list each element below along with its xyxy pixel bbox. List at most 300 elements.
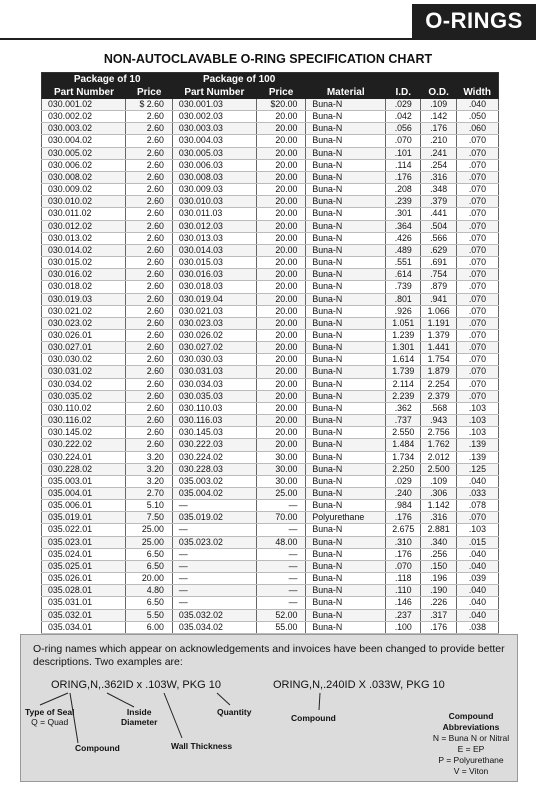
cell-price-100: 20.00: [256, 305, 306, 317]
table-row: [42, 135, 499, 147]
cell-price: 2.60: [126, 196, 172, 208]
cell-od: .317: [421, 609, 456, 621]
cell-part-number: 030.026.01: [42, 329, 126, 341]
cell-od: .566: [421, 232, 456, 244]
cell-part-number-100: 030.005.03: [172, 147, 256, 159]
cell-price-100: 25.00: [256, 488, 306, 500]
cell-part-number-100: 030.224.02: [172, 451, 256, 463]
cell-id: 1.614: [386, 354, 421, 366]
cell-width: .040: [456, 609, 498, 621]
cell-material: Buna-N: [306, 621, 386, 633]
cell-price-100: 20.00: [256, 329, 306, 341]
cell-part-number-100: —: [172, 585, 256, 597]
cell-id: .426: [386, 232, 421, 244]
cell-width: .139: [456, 451, 498, 463]
cell-width: .015: [456, 536, 498, 548]
cell-material: Buna-N: [306, 366, 386, 378]
cell-price-100: 20.00: [256, 390, 306, 402]
cell-material: Buna-N: [306, 390, 386, 402]
cell-id: 1.739: [386, 366, 421, 378]
cell-price-100: 20.00: [256, 354, 306, 366]
cell-price-100: 20.00: [256, 196, 306, 208]
col-od: O.D.: [421, 86, 456, 99]
cell-price: 20.00: [126, 573, 172, 585]
cell-part-number: 030.019.03: [42, 293, 126, 305]
cell-id: 2.550: [386, 427, 421, 439]
cell-id: .240: [386, 488, 421, 500]
cell-material: Buna-N: [306, 329, 386, 341]
cell-part-number: 035.022.01: [42, 524, 126, 536]
cell-id: 1.239: [386, 329, 421, 341]
cell-price: 3.20: [126, 451, 172, 463]
cell-id: 1.734: [386, 451, 421, 463]
group-header-pkg10: Package of 10: [42, 73, 173, 87]
cell-price-100: 55.00: [256, 621, 306, 633]
cell-id: .042: [386, 111, 421, 123]
cell-id: .100: [386, 621, 421, 633]
table-row: [42, 269, 499, 281]
cell-part-number-100: 030.145.03: [172, 427, 256, 439]
cell-price: 2.60: [126, 342, 172, 354]
table-row: [42, 123, 499, 135]
cell-od: 2.254: [421, 378, 456, 390]
table-row: [42, 402, 499, 414]
cell-part-number-100: 035.032.02: [172, 609, 256, 621]
cell-price-100: 70.00: [256, 512, 306, 524]
cell-od: .379: [421, 196, 456, 208]
cell-price: 2.60: [126, 378, 172, 390]
cell-width: .040: [456, 585, 498, 597]
table-row: [42, 488, 499, 500]
cell-width: .070: [456, 281, 498, 293]
cell-price: 2.60: [126, 293, 172, 305]
cell-part-number-100: 030.110.03: [172, 402, 256, 414]
cell-price-100: —: [256, 597, 306, 609]
cell-price: $ 2.60: [126, 99, 172, 111]
cell-od: .254: [421, 159, 456, 171]
cell-material: Buna-N: [306, 609, 386, 621]
cell-price: 2.60: [126, 257, 172, 269]
cell-width: .070: [456, 135, 498, 147]
cell-part-number-100: 030.012.03: [172, 220, 256, 232]
cell-id: .056: [386, 123, 421, 135]
table-row: [42, 427, 499, 439]
label-quad-text: Q = Quad: [31, 717, 69, 727]
cell-width: .070: [456, 208, 498, 220]
table-row: [42, 378, 499, 390]
cell-part-number: 030.145.02: [42, 427, 126, 439]
col-id: I.D.: [386, 86, 421, 99]
note-text: O-ring names which appear on acknowledgements and invoices have been changed to provide better descriptions. Two examples are:: [33, 643, 505, 668]
group-header-blank2: [386, 73, 421, 87]
cell-part-number: 030.021.02: [42, 305, 126, 317]
cell-od: .176: [421, 621, 456, 633]
cell-id: 2.239: [386, 390, 421, 402]
cell-od: 1.379: [421, 329, 456, 341]
cell-width: .070: [456, 305, 498, 317]
cell-part-number-100: —: [172, 524, 256, 536]
cell-price-100: —: [256, 585, 306, 597]
table-row: [42, 512, 499, 524]
cell-material: Buna-N: [306, 402, 386, 414]
cell-width: .070: [456, 390, 498, 402]
abbr-item: V = Viton: [453, 766, 489, 776]
cell-price-100: $20.00: [256, 99, 306, 111]
cell-part-number-100: 030.001.03: [172, 99, 256, 111]
cell-part-number: 030.005.02: [42, 147, 126, 159]
cell-price: 2.60: [126, 123, 172, 135]
cell-part-number-100: 030.035.03: [172, 390, 256, 402]
cell-od: 2.379: [421, 390, 456, 402]
cell-width: .103: [456, 402, 498, 414]
cell-id: 1.301: [386, 342, 421, 354]
table-row: [42, 220, 499, 232]
cell-id: .984: [386, 500, 421, 512]
cell-od: .316: [421, 512, 456, 524]
cell-part-number: 030.006.02: [42, 159, 126, 171]
cell-price-100: 20.00: [256, 244, 306, 256]
cell-price: 6.50: [126, 597, 172, 609]
label-compound: Compound: [75, 743, 120, 753]
abbr-item: P = Polyurethane: [438, 755, 504, 765]
table-row: [42, 451, 499, 463]
cell-material: Buna-N: [306, 208, 386, 220]
cell-part-number-100: 030.222.03: [172, 439, 256, 451]
cell-od: .340: [421, 536, 456, 548]
header-row-columns: [42, 86, 499, 99]
cell-width: .040: [456, 548, 498, 560]
cell-price: 2.60: [126, 208, 172, 220]
table-row: [42, 99, 499, 111]
cell-material: Buna-N: [306, 305, 386, 317]
cell-id: .614: [386, 269, 421, 281]
cell-width: .070: [456, 293, 498, 305]
cell-width: .070: [456, 147, 498, 159]
abbr-heading: Compound Abbreviations: [442, 711, 500, 732]
cell-width: .070: [456, 354, 498, 366]
cell-material: Buna-N: [306, 451, 386, 463]
cell-price-100: 20.00: [256, 111, 306, 123]
cell-part-number: 030.034.02: [42, 378, 126, 390]
cell-od: .176: [421, 123, 456, 135]
cell-part-number-100: 030.027.02: [172, 342, 256, 354]
cell-part-number-100: 030.031.03: [172, 366, 256, 378]
cell-id: .301: [386, 208, 421, 220]
cell-od: .109: [421, 99, 456, 111]
cell-od: 1.754: [421, 354, 456, 366]
cell-part-number-100: 035.023.02: [172, 536, 256, 548]
cell-od: 2.881: [421, 524, 456, 536]
cell-price-100: 30.00: [256, 475, 306, 487]
cell-od: 2.756: [421, 427, 456, 439]
page-header: [0, 0, 536, 44]
cell-od: .142: [421, 111, 456, 123]
cell-part-number-100: 030.228.03: [172, 463, 256, 475]
cell-od: .306: [421, 488, 456, 500]
table-row: [42, 597, 499, 609]
col-material: Material: [306, 86, 386, 99]
cell-width: .050: [456, 111, 498, 123]
cell-material: Buna-N: [306, 317, 386, 329]
cell-price-100: 20.00: [256, 281, 306, 293]
cell-id: .737: [386, 415, 421, 427]
cell-material: Buna-N: [306, 439, 386, 451]
cell-id: .208: [386, 184, 421, 196]
cell-part-number-100: 030.010.03: [172, 196, 256, 208]
cell-part-number-100: 030.008.03: [172, 171, 256, 183]
cell-price-100: 20.00: [256, 159, 306, 171]
cell-material: Buna-N: [306, 123, 386, 135]
cell-price: 2.60: [126, 415, 172, 427]
cell-part-number: 030.016.02: [42, 269, 126, 281]
label-diameter-text: Diameter: [121, 717, 158, 727]
cell-part-number: 030.116.02: [42, 415, 126, 427]
cell-part-number-100: 030.116.03: [172, 415, 256, 427]
cell-od: .210: [421, 135, 456, 147]
cell-od: .941: [421, 293, 456, 305]
cell-price: 2.60: [126, 171, 172, 183]
label-type-of-seal: [25, 707, 74, 727]
cell-width: .070: [456, 342, 498, 354]
table-row: [42, 439, 499, 451]
cell-price-100: 20.00: [256, 415, 306, 427]
cell-part-number-100: 030.026.02: [172, 329, 256, 341]
cell-part-number-100: 030.018.03: [172, 281, 256, 293]
cell-od: 1.441: [421, 342, 456, 354]
cell-part-number: 030.002.02: [42, 111, 126, 123]
group-header-pkg100: Package of 100: [172, 73, 305, 87]
cell-width: .038: [456, 621, 498, 633]
table-row: [42, 171, 499, 183]
cell-price-100: 20.00: [256, 123, 306, 135]
cell-price: 2.60: [126, 111, 172, 123]
cell-price-100: 20.00: [256, 171, 306, 183]
cell-part-number: 030.023.02: [42, 317, 126, 329]
cell-price-100: 20.00: [256, 257, 306, 269]
cell-id: 1.051: [386, 317, 421, 329]
cell-id: .926: [386, 305, 421, 317]
table-row: [42, 548, 499, 560]
cell-price: 2.60: [126, 184, 172, 196]
cell-part-number: 030.011.02: [42, 208, 126, 220]
cell-price-100: 20.00: [256, 427, 306, 439]
cell-part-number-100: —: [172, 500, 256, 512]
cell-od: .109: [421, 475, 456, 487]
table-row: [42, 366, 499, 378]
cell-material: Buna-N: [306, 415, 386, 427]
cell-part-number-100: 030.030.03: [172, 354, 256, 366]
cell-price: 2.60: [126, 305, 172, 317]
table-row: [42, 463, 499, 475]
cell-width: .070: [456, 378, 498, 390]
cell-price-100: 20.00: [256, 269, 306, 281]
cell-price: 6.50: [126, 548, 172, 560]
cell-part-number: 035.006.01: [42, 500, 126, 512]
cell-od: .150: [421, 560, 456, 572]
cell-part-number: 030.012.02: [42, 220, 126, 232]
cell-price: 25.00: [126, 524, 172, 536]
cell-material: Polyurethane: [306, 512, 386, 524]
cell-part-number: 030.031.02: [42, 366, 126, 378]
cell-od: .691: [421, 257, 456, 269]
cell-part-number-100: 030.034.03: [172, 378, 256, 390]
table-row: [42, 573, 499, 585]
cell-price-100: 20.00: [256, 232, 306, 244]
cell-material: Buna-N: [306, 573, 386, 585]
cell-material: Buna-N: [306, 184, 386, 196]
table-row: [42, 621, 499, 633]
table-row: [42, 232, 499, 244]
cell-part-number-100: 030.006.03: [172, 159, 256, 171]
cell-width: .070: [456, 232, 498, 244]
cell-part-number: 035.026.01: [42, 573, 126, 585]
cell-part-number-100: —: [172, 560, 256, 572]
cell-id: 2.675: [386, 524, 421, 536]
cell-id: .176: [386, 171, 421, 183]
example-name-2: ORING,N,.240ID X .033W, PKG 10: [273, 679, 445, 691]
cell-part-number: 030.009.02: [42, 184, 126, 196]
cell-id: .029: [386, 99, 421, 111]
cell-width: .070: [456, 366, 498, 378]
cell-id: .239: [386, 196, 421, 208]
cell-width: .070: [456, 329, 498, 341]
table-row: [42, 415, 499, 427]
cell-id: .110: [386, 585, 421, 597]
cell-material: Buna-N: [306, 269, 386, 281]
cell-part-number-100: 030.013.03: [172, 232, 256, 244]
label-type-of-seal-text: Type of Seal: [25, 707, 75, 717]
cell-material: Buna-N: [306, 342, 386, 354]
cell-id: .146: [386, 597, 421, 609]
cell-price: 2.60: [126, 220, 172, 232]
cell-price: 2.60: [126, 135, 172, 147]
cell-material: Buna-N: [306, 548, 386, 560]
page-title: O-RINGS: [412, 4, 536, 38]
cell-od: 1.879: [421, 366, 456, 378]
table-row: [42, 111, 499, 123]
cell-id: .551: [386, 257, 421, 269]
cell-od: .190: [421, 585, 456, 597]
cell-od: 1.142: [421, 500, 456, 512]
cell-price: 25.00: [126, 536, 172, 548]
cell-width: .070: [456, 244, 498, 256]
cell-od: .441: [421, 208, 456, 220]
cell-part-number: 030.004.02: [42, 135, 126, 147]
cell-material: Buna-N: [306, 427, 386, 439]
cell-price-100: 20.00: [256, 147, 306, 159]
cell-material: Buna-N: [306, 597, 386, 609]
cell-part-number-100: 035.019.02: [172, 512, 256, 524]
cell-price-100: —: [256, 500, 306, 512]
cell-price-100: 20.00: [256, 342, 306, 354]
cell-od: .879: [421, 281, 456, 293]
table-row: [42, 317, 499, 329]
table-row: [42, 329, 499, 341]
table-row: [42, 147, 499, 159]
cell-part-number: 030.014.02: [42, 244, 126, 256]
cell-od: 1.066: [421, 305, 456, 317]
table-row: [42, 257, 499, 269]
cell-width: .033: [456, 488, 498, 500]
cell-part-number-100: —: [172, 573, 256, 585]
cell-width: .070: [456, 196, 498, 208]
cell-price: 3.20: [126, 475, 172, 487]
cell-part-number: 030.013.02: [42, 232, 126, 244]
cell-material: Buna-N: [306, 354, 386, 366]
cell-price: 4.80: [126, 585, 172, 597]
cell-material: Buna-N: [306, 500, 386, 512]
cell-material: Buna-N: [306, 196, 386, 208]
cell-part-number: 030.035.02: [42, 390, 126, 402]
col-part-number: Part Number: [42, 86, 126, 99]
cell-material: Buna-N: [306, 220, 386, 232]
cell-width: .040: [456, 560, 498, 572]
cell-width: .070: [456, 269, 498, 281]
cell-part-number: 030.222.02: [42, 439, 126, 451]
cell-width: .040: [456, 475, 498, 487]
cell-material: Buna-N: [306, 111, 386, 123]
compound-abbreviations: [425, 711, 517, 777]
table-row: [42, 500, 499, 512]
cell-price-100: 52.00: [256, 609, 306, 621]
cell-id: .176: [386, 512, 421, 524]
table-row: [42, 184, 499, 196]
cell-id: .070: [386, 560, 421, 572]
cell-part-number-100: 030.009.03: [172, 184, 256, 196]
cell-width: .139: [456, 439, 498, 451]
cell-part-number: 030.224.01: [42, 451, 126, 463]
spec-table-body: [42, 99, 499, 646]
cell-od: .256: [421, 548, 456, 560]
cell-material: Buna-N: [306, 99, 386, 111]
cell-od: .226: [421, 597, 456, 609]
cell-width: .103: [456, 427, 498, 439]
cell-width: .070: [456, 220, 498, 232]
cell-price: 2.60: [126, 317, 172, 329]
cell-width: .040: [456, 99, 498, 111]
cell-material: Buna-N: [306, 147, 386, 159]
cell-price: 2.60: [126, 281, 172, 293]
table-row: [42, 354, 499, 366]
table-row: [42, 585, 499, 597]
cell-price: 2.60: [126, 427, 172, 439]
cell-od: .196: [421, 573, 456, 585]
header-rule: [0, 38, 536, 40]
cell-od: .943: [421, 415, 456, 427]
cell-price-100: —: [256, 560, 306, 572]
cell-part-number: 035.025.01: [42, 560, 126, 572]
cell-part-number: 035.034.01: [42, 621, 126, 633]
cell-material: Buna-N: [306, 463, 386, 475]
cell-part-number: 030.001.02: [42, 99, 126, 111]
label-wall-thickness: Wall Thickness: [171, 741, 233, 751]
table-row: [42, 208, 499, 220]
cell-id: .310: [386, 536, 421, 548]
cell-price: 2.70: [126, 488, 172, 500]
cell-od: .754: [421, 269, 456, 281]
cell-material: Buna-N: [306, 232, 386, 244]
cell-od: 1.762: [421, 439, 456, 451]
cell-price: 5.10: [126, 500, 172, 512]
cell-id: .237: [386, 609, 421, 621]
cell-part-number-100: 030.019.04: [172, 293, 256, 305]
cell-price: 2.60: [126, 269, 172, 281]
cell-id: .739: [386, 281, 421, 293]
cell-price: 5.50: [126, 609, 172, 621]
cell-part-number-100: —: [172, 597, 256, 609]
cell-width: .039: [456, 573, 498, 585]
cell-id: .118: [386, 573, 421, 585]
